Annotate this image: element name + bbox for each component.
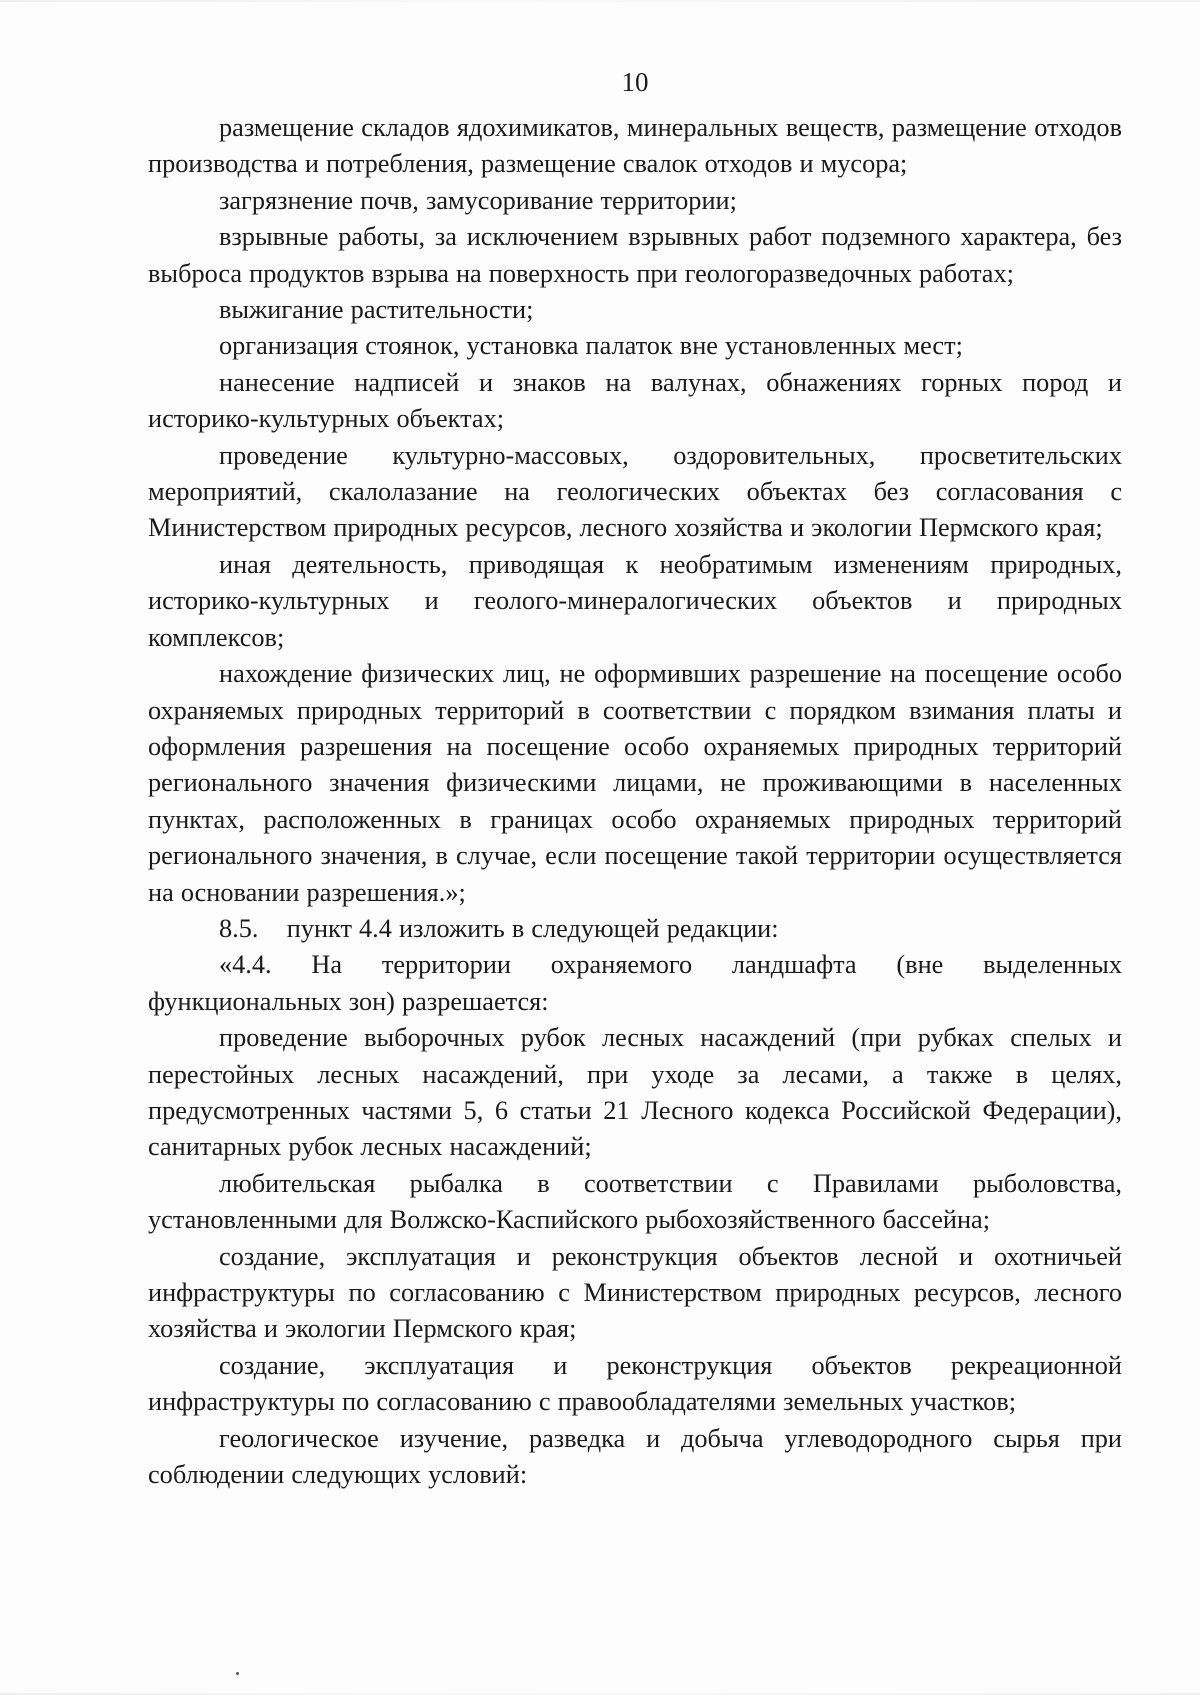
paragraph-hydrocarbon-exploration: геологическое изучение, разведка и добыча углеводородного сырья при соблюдении следующих условий: [148,1423,1122,1490]
paragraph-forest-infrastructure: создание, эксплуатация и реконструкция объектов лесной и охотничьей инфраструктуры по согласованию с Министерством природных ресурсов, лесного хозяйства и экологии Пермского края; [148,1241,1122,1344]
paragraph-clause-4-4: «4.4. На территории охраняемого ландшафта (вне выделенных функциональных зон) разрешается: [148,950,1122,1016]
paragraph-visit-permit: нахождение физических лиц, не оформивших разрешение на посещение особо охраняемых природных территорий в соответствии с порядком взимания платы и оформления разрешения на посещение особо охраняемых природных территорий регионального значения физическими лицами, не проживающими в населенных пунктах, расположенных в границах особо охраняемых природных территорий регионального значения, в случае, если посещение такой территории осуществляется на основании разрешения.»; [148,659,1122,907]
document-body [148,110,1122,1493]
paragraph-camping: организация стоянок, установка палаток вне установленных мест; [219,331,963,361]
paragraph-blasting: взрывные работы, за исключением взрывных работ подземного характера, без выброса продуктов взрыва на поверхность при геологоразведочных работах; [148,222,1122,288]
paragraph-inscriptions: нанесение надписей и знаков на валунах, обнажениях горных пород и историко-культурных объектах; [148,367,1122,434]
paragraph-recreational-infrastructure: создание, эксплуатация и реконструкция объектов рекреационной инфраструктуры по согласованию с правообладателями земельных участков; [148,1350,1122,1417]
paragraph-mass-events: проведение культурно-массовых, оздоровительных, просветительских мероприятий, скалолазание на геологических объектах без согласования с Министерством природных ресурсов, лесного хозяйства и экологии Пермского края; [148,440,1122,543]
paragraph-clause-8-5: 8.5. пункт 4.4 изложить в следующей редакции: [219,913,779,943]
scan-speck [236,1672,239,1675]
paragraph-storage-placement: размещение складов ядохимикатов, минеральных веществ, размещение отходов производства и потребления, размещение свалок отходов и мусора; [148,113,1122,179]
paragraph-soil-pollution: загрязнение почв, замусоривание территории; [219,185,737,215]
page-number: 10 [621,67,649,97]
paragraph-vegetation-burning: выжигание растительности; [219,295,534,325]
scan-top-edge [0,0,1200,2]
paragraph-irreversible-activity: иная деятельность, приводящая к необратимым изменениям природных, историко-культурных и геолого-минералогических объектов и природных комплексов; [148,549,1122,652]
paragraph-selective-logging: проведение выборочных рубок лесных насаждений (при рубках спелых и перестойных лесных насаждений, при уходе за лесами, а также в целях, предусмотренных частями 5, 6 статьи 21 Лесного кодекса Российской Федерации), санитарных рубок лесных насаждений; [148,1023,1122,1162]
paragraph-amateur-fishing: любительская рыбалка в соответствии с Правилами рыболовства, установленными для Волжско-Каспийского рыбохозяйственного бассейна; [148,1168,1122,1235]
